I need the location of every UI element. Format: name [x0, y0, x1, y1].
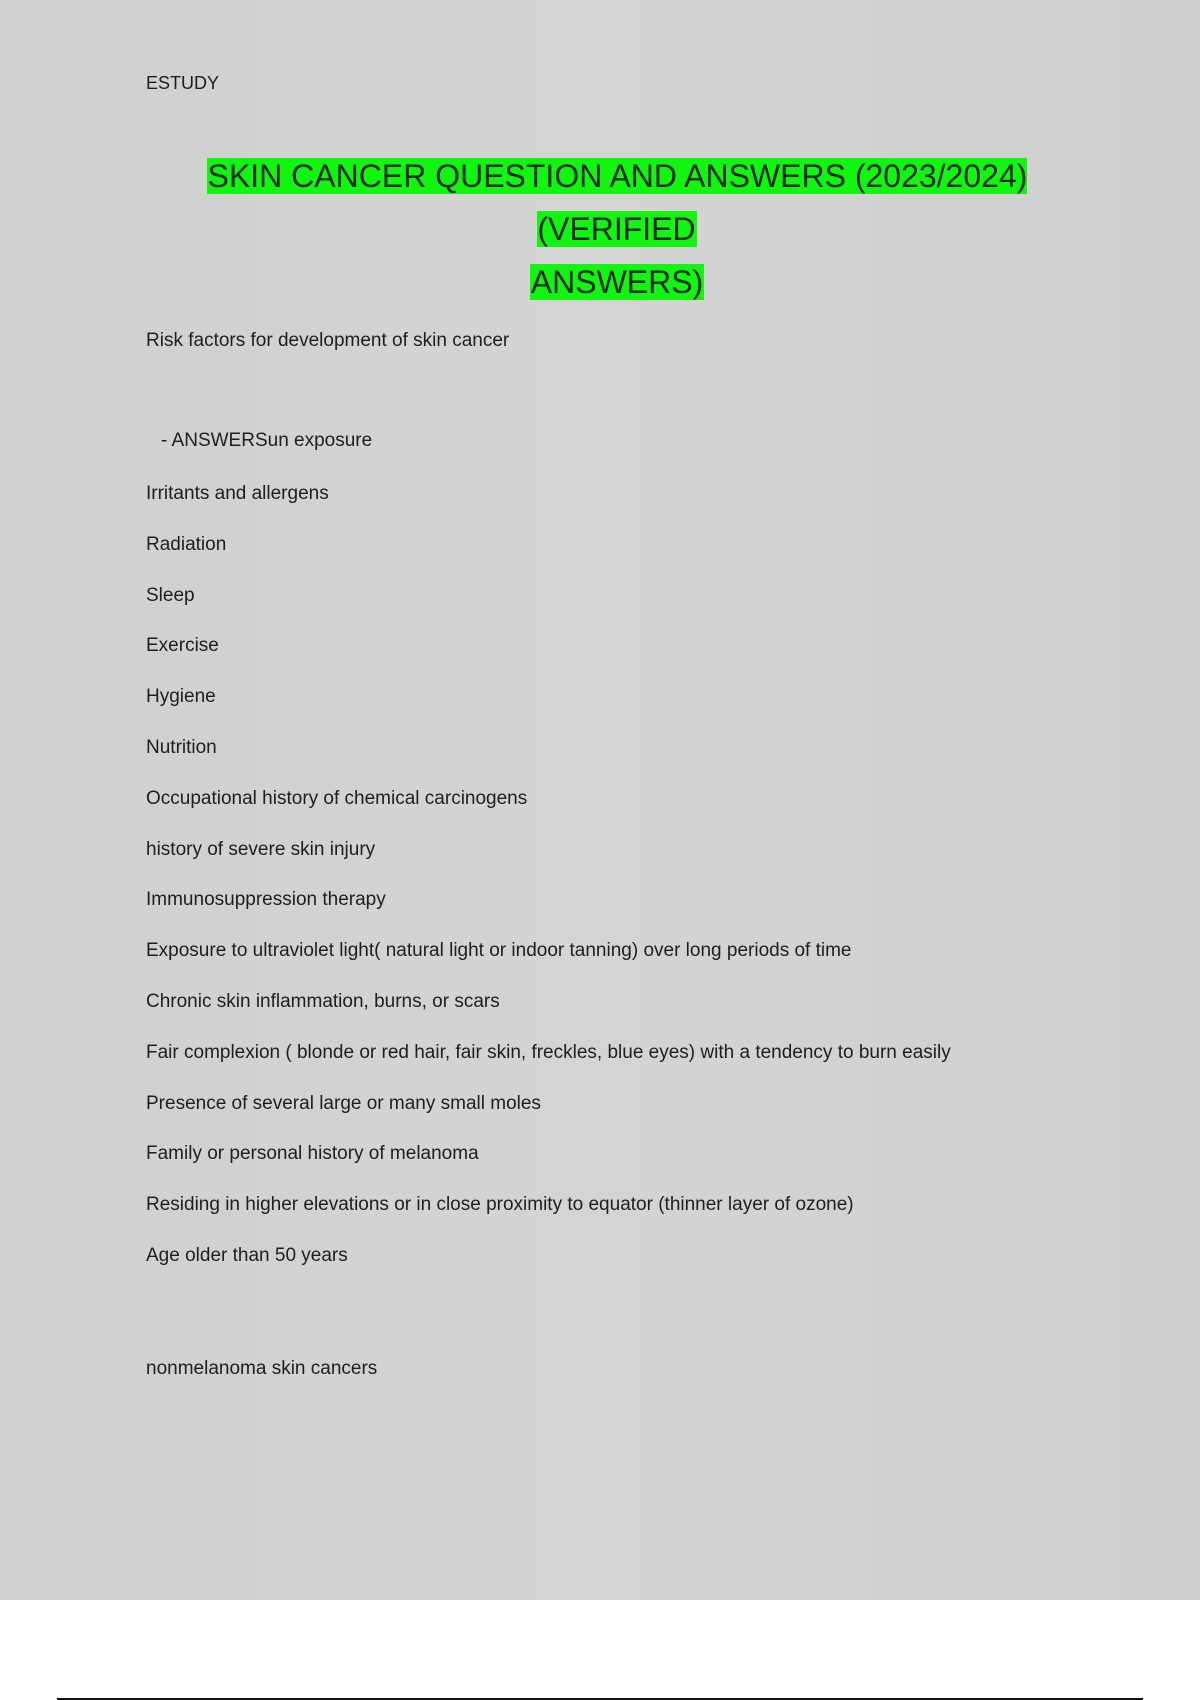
- list-item: Nutrition: [146, 736, 217, 758]
- answer-list: [146, 482, 951, 1295]
- list-item: Hygiene: [146, 686, 216, 708]
- list-item: Residing in higher elevations or in close proximity to equator (thinner layer of ozone): [146, 1194, 854, 1216]
- list-item: Family or personal history of melanoma: [146, 1143, 479, 1165]
- list-item: Irritants and allergens: [146, 483, 329, 504]
- list-item: Presence of several large or many small moles: [146, 1092, 541, 1114]
- list-item: Fair complexion ( blonde or red hair, fair skin, freckles, blue eyes) with a tendency to burn easily: [146, 1041, 951, 1063]
- question-nonmelanoma: nonmelanoma skin cancers: [146, 1358, 378, 1379]
- header-label: ESTUDY: [146, 73, 220, 93]
- list-item: Occupational history of chemical carcinogens: [146, 787, 528, 809]
- title-line-1: SKIN CANCER QUESTION AND ANSWERS (2023/2024) (VERIFIED: [207, 158, 1028, 247]
- list-item: Radiation: [146, 533, 227, 555]
- list-item: history of severe skin injury: [146, 838, 376, 860]
- list-item: Age older than 50 years: [146, 1244, 348, 1266]
- question-risk-factors: Risk factors for development of skin cancer: [146, 330, 510, 351]
- answer-first-line: - ANSWERSun exposure: [161, 430, 373, 451]
- list-item: Exercise: [146, 635, 219, 657]
- document-title: [130, 150, 1104, 309]
- list-item: Exposure to ultraviolet light( natural light or indoor tanning) over long periods of time: [146, 940, 852, 962]
- list-item: Sleep: [146, 584, 195, 606]
- list-item: Chronic skin inflammation, burns, or scars: [146, 990, 500, 1012]
- list-item: Immunosuppression therapy: [146, 889, 386, 911]
- title-line-2: ANSWERS): [530, 264, 704, 300]
